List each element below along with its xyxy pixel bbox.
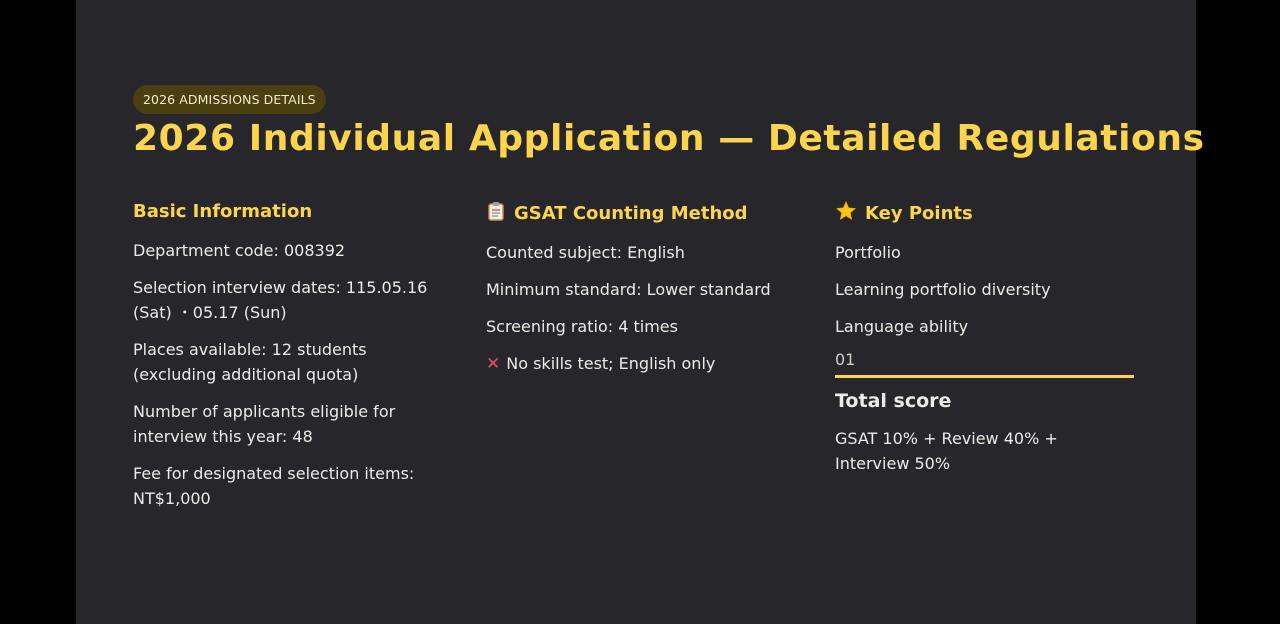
- interview-dates: Selection interview dates: 115.05.16 (Sat) ・05.17 (Sun): [133, 278, 428, 322]
- section-number: 01: [835, 350, 856, 369]
- accent-divider: [835, 375, 1134, 378]
- no-skills-test: [486, 351, 806, 377]
- clipboard-icon: [486, 201, 506, 228]
- cross-mark-icon: ✕: [486, 354, 501, 374]
- eligible-applicants: Number of applicants eligible for interview this year: 48: [133, 402, 396, 446]
- no-skills-test-label: No skills test; English only: [506, 354, 716, 373]
- total-score-heading: Total score: [835, 390, 952, 412]
- minimum-standard: Minimum standard: Lower standard: [486, 280, 771, 299]
- basic-information-column: [133, 200, 453, 523]
- gsat-heading-label: GSAT Counting Method: [514, 203, 748, 224]
- selection-fee: Fee for designated selection items: NT$1,000: [133, 464, 415, 508]
- section-badge: 2026 ADMISSIONS DETAILS: [133, 85, 326, 114]
- slide: [76, 0, 1205, 624]
- key-point-diversity: Learning portfolio diversity: [835, 280, 1051, 299]
- star-icon: [835, 200, 857, 229]
- places-available: Places available: 12 students (excluding additional quota): [133, 340, 367, 384]
- key-points-column: [835, 200, 1135, 488]
- gsat-heading: [486, 202, 806, 226]
- key-points-heading: [835, 202, 1135, 226]
- gsat-column: [486, 200, 806, 389]
- key-point-portfolio: Portfolio: [835, 243, 901, 262]
- basic-information-heading: Basic Information: [133, 201, 313, 222]
- key-point-language: Language ability: [835, 317, 969, 336]
- screening-ratio: Screening ratio: 4 times: [486, 317, 678, 336]
- key-points-heading-label: Key Points: [865, 203, 973, 224]
- page-title: 2026 Individual Application — Detailed Regulations: [133, 118, 1205, 159]
- total-score-formula: GSAT 10% + Review 40% + Interview 50%: [835, 429, 1058, 473]
- counted-subject: Counted subject: English: [486, 243, 685, 262]
- department-code: Department code: 008392: [133, 241, 346, 260]
